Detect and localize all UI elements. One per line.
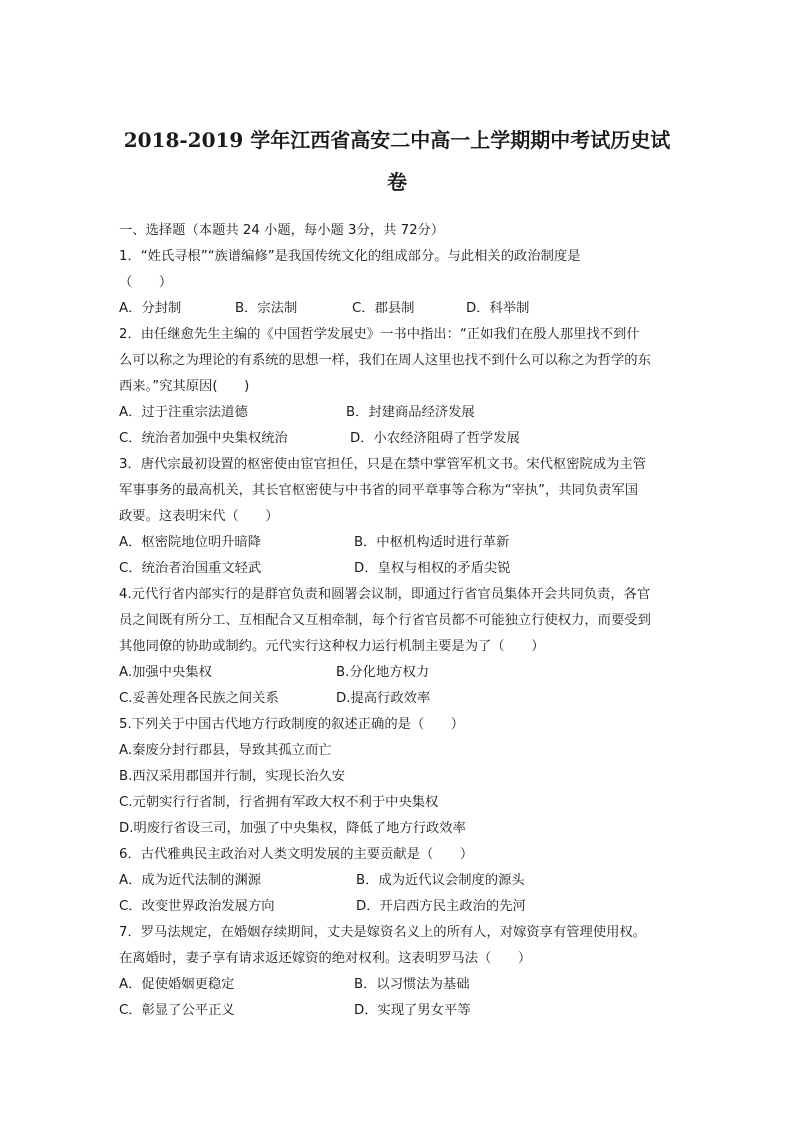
option-b: B．以习惯法为基础	[354, 977, 470, 992]
option-a: A.加强中央集权	[119, 665, 212, 680]
question-4-stem: 4.元代行省内部实行的是群官负责和圆署会议制，即通过行省官员集体开会共同负责，各官	[119, 587, 651, 602]
option-b: B.分化地方权力	[336, 665, 430, 680]
option-d: D．开启西方民主政治的先河	[356, 899, 526, 914]
option-a: A．分封制	[119, 301, 182, 316]
question-7-stem: 在离婚时，妻子享有请求返还嫁资的绝对权利。这表明罗马法（ ）	[119, 951, 532, 966]
option-b: B．成为近代议会制度的源头	[356, 873, 525, 888]
question-1-stem: （ ）	[119, 275, 173, 290]
question-3-stem: 3．唐代宗最初设置的枢密使由宦官担任，只是在禁中掌管军机文书。宋代枢密院成为主管	[119, 457, 647, 472]
question-1-stem: 1．“姓氏寻根”“族谱编修”是我国传统文化的组成部分。与此相关的政治制度是	[119, 249, 581, 264]
option-c: C．彰显了公平正义	[119, 1003, 235, 1018]
option-b: B．封建商品经济发展	[346, 405, 475, 420]
question-5-option-b: B.西汉采用郡国并行制，实现长治久安	[119, 769, 346, 784]
option-a: A．成为近代法制的渊源	[119, 873, 262, 888]
question-5-stem: 5.下列关于中国古代地方行政制度的叙述正确的是（ ）	[119, 717, 465, 732]
option-c: C．郡县制	[352, 301, 415, 316]
option-c: C．统治者加强中央集权统治	[119, 431, 288, 446]
section-heading: 一、选择题（本题共 24 小题，每小题 3分，共 72分）	[119, 223, 445, 238]
question-2-stem: 2．由任继愈先生主编的《中国哲学发展史》一书中指出：“正如我们在殷人那里找不到什	[119, 327, 640, 342]
option-d: D．小农经济阻碍了哲学发展	[350, 431, 520, 446]
question-5-option-a: A.秦废分封行郡县，导致其孤立而亡	[119, 743, 332, 758]
option-c: C．统治者治国重文轻武	[119, 561, 262, 576]
exam-title-line1: 2018-2019 学年江西省高安二中高一上学期期中考试历史试	[123, 128, 671, 152]
question-5-option-c: C.元朝实行行省制，行省拥有军政大权不利于中央集权	[119, 795, 439, 810]
question-4-stem: 员之间既有所分工、互相配合又互相牵制，每个行省官员都不可能独立行使权力，而要受到	[119, 613, 651, 628]
option-b: B．宗法制	[235, 301, 298, 316]
option-a: A．枢密院地位明升暗降	[119, 535, 262, 550]
question-6-stem: 6．古代雅典民主政治对人类文明发展的主要贡献是（ ）	[119, 847, 474, 862]
option-a: A．过于注重宗法道德	[119, 405, 248, 420]
question-5-option-d: D.明废行省设三司，加强了中央集权，降低了地方行政效率	[119, 821, 466, 836]
question-2-stem: 西来。”究其原因( )	[119, 379, 250, 394]
question-7-stem: 7．罗马法规定，在婚姻存续期间，丈夫是嫁资名义上的所有人，对嫁资享有管理使用权。	[119, 925, 647, 940]
question-2-stem: 么可以称之为理论的有系统的思想一样，我们在周人这里也找不到什么可以称之为哲学的东	[119, 353, 651, 368]
option-c: C.妥善处理各民族之间关系	[119, 691, 279, 706]
option-d: D．实现了男女平等	[354, 1003, 471, 1018]
option-d: D．皇权与相权的矛盾尖锐	[354, 561, 511, 576]
option-d: D．科举制	[466, 301, 530, 316]
question-3-stem: 军事事务的最高机关，其长官枢密使与中书省的同平章事等合称为“宰执”，共同负责军国	[119, 483, 639, 498]
option-a: A．促使婚姻更稳定	[119, 977, 235, 992]
option-b: B．中枢机构适时进行革新	[354, 535, 510, 550]
question-3-stem: 政要。这表明宋代（ ）	[119, 509, 279, 524]
option-c: C．改变世界政治发展方向	[119, 899, 275, 914]
exam-title-line2: 卷	[387, 170, 407, 194]
option-d: D.提高行政效率	[336, 691, 431, 706]
question-4-stem: 其他同僚的协助或制约。元代实行这种权力运行机制主要是为了（ ）	[119, 639, 545, 654]
